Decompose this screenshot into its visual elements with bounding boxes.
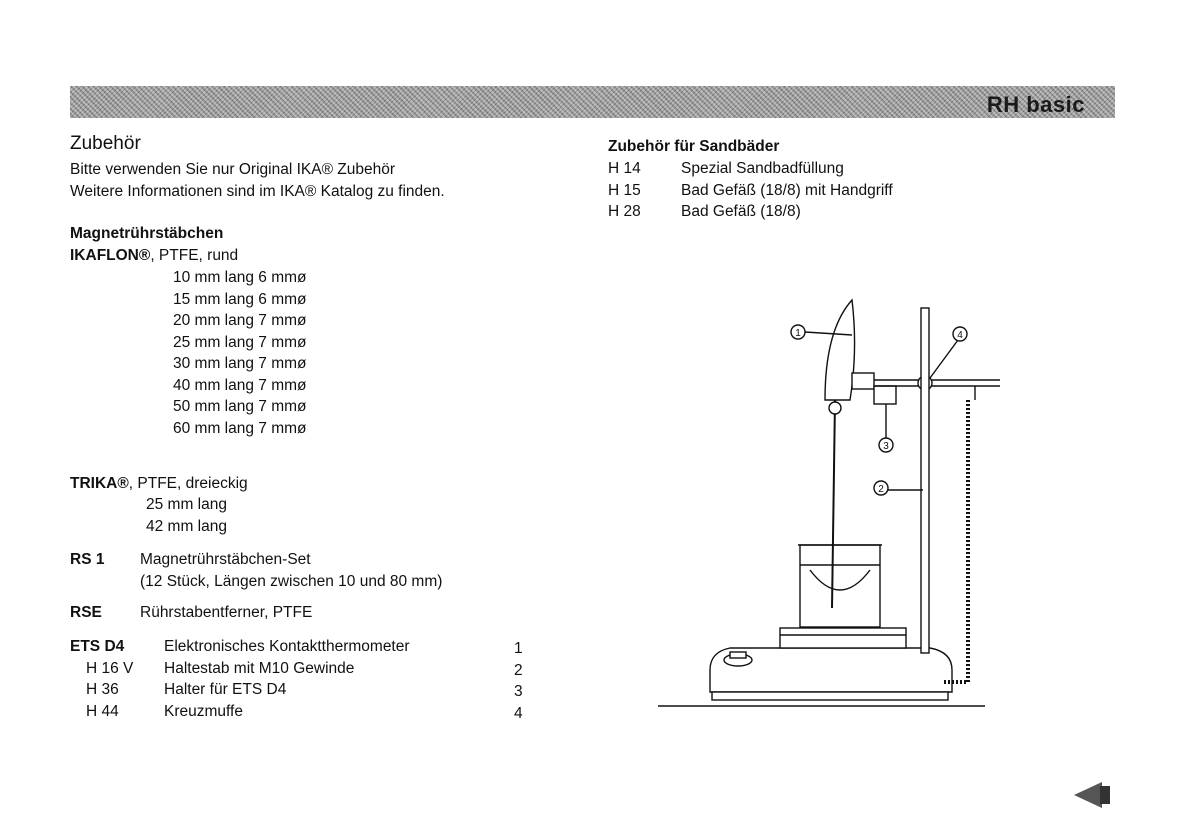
ets-desc: Kreuzmuffe (164, 703, 243, 720)
ets-num: 3 (514, 683, 523, 700)
ikaflon-size: 30 mm lang 7 mmø (173, 355, 307, 372)
ets-code: ETS D4 (70, 638, 125, 655)
ikaflon-line (70, 246, 238, 266)
intro-line-2: Weitere Informationen sind im IKA® Katalog zu finden. (70, 183, 445, 200)
header-bar (70, 86, 1115, 118)
trika-size: 42 mm lang (146, 518, 227, 535)
sandbath-code: H 28 (608, 203, 641, 220)
sandbath-code: H 14 (608, 160, 641, 177)
rse-desc: Rührstabentferner, PTFE (140, 604, 313, 621)
ets-num: 2 (514, 662, 523, 679)
rs1-code: RS 1 (70, 551, 105, 568)
ikaflon-size: 10 mm lang 6 mmø (173, 269, 307, 286)
callout-4 (953, 327, 967, 341)
trika-name: TRIKA® (70, 475, 129, 492)
ets-desc: Halter für ETS D4 (164, 681, 287, 698)
header-title: RH basic (986, 92, 1085, 117)
ikaflon-size: 15 mm lang 6 mmø (173, 291, 307, 308)
rs1-line-1: Magnetrührstäbchen-Set (140, 551, 311, 568)
sandbath-code: H 15 (608, 182, 641, 199)
ets-code: H 36 (86, 681, 119, 698)
stirbars-heading: Magnetrührstäbchen (70, 225, 224, 242)
rse-code: RSE (70, 604, 102, 621)
callout-3 (879, 438, 893, 452)
ikaflon-size: 20 mm lang 7 mmø (173, 312, 307, 329)
support-rod (921, 308, 929, 653)
ikaflon-size: 25 mm lang 7 mmø (173, 334, 307, 351)
next-page-arrow-icon (1072, 780, 1112, 810)
ets-num: 4 (514, 705, 523, 722)
sandbath-desc: Spezial Sandbadfüllung (681, 160, 844, 177)
rs1-line-2: (12 Stück, Längen zwischen 10 und 80 mm) (140, 573, 443, 590)
callout-2 (874, 481, 888, 495)
callout-label: 2 (878, 484, 884, 495)
trika-size: 25 mm lang (146, 496, 227, 513)
callout-1 (791, 325, 805, 339)
ets-code: H 44 (86, 703, 119, 720)
sandbath-heading: Zubehör für Sandbäder (608, 138, 780, 155)
ets-num: 1 (514, 640, 523, 657)
ikaflon-size: 50 mm lang 7 mmø (173, 398, 307, 415)
callout-label: 4 (957, 330, 963, 341)
intro-line-1: Bitte verwenden Sie nur Original IKA® Zubehör (70, 161, 396, 178)
trika-line (70, 474, 248, 494)
ets-desc: Haltestab mit M10 Gewinde (164, 660, 355, 677)
trika-desc: , PTFE, dreieckig (128, 475, 248, 492)
beaker (798, 545, 882, 627)
section-heading: Zubehör (70, 133, 141, 154)
ets-code: H 16 V (86, 660, 134, 677)
ikaflon-desc: , PTFE, rund (150, 247, 239, 264)
base-unit (658, 648, 985, 706)
sandbath-desc: Bad Gefäß (18/8) (681, 203, 801, 220)
hot-plate (780, 628, 906, 648)
ets-desc: Elektronisches Kontaktthermometer (164, 638, 410, 655)
callout-label: 1 (795, 328, 801, 339)
callout-label: 3 (883, 441, 889, 452)
apparatus-diagram (640, 290, 1010, 710)
ikaflon-size: 60 mm lang 7 mmø (173, 420, 307, 437)
coil-cable (942, 386, 975, 682)
ikaflon-size: 40 mm lang 7 mmø (173, 377, 307, 394)
ikaflon-name: IKAFLON® (70, 247, 151, 264)
sandbath-desc: Bad Gefäß (18/8) mit Handgriff (681, 182, 893, 199)
